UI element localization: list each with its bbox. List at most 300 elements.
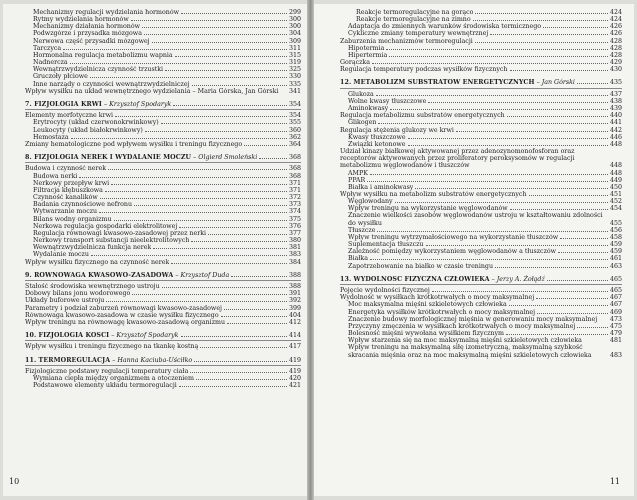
dot-leader: [191, 237, 287, 242]
toc-entry: [25, 38, 301, 45]
dot-leader: [231, 272, 287, 277]
page-ref: 448: [609, 169, 622, 177]
dot-leader: [91, 251, 287, 256]
dot-leader: [115, 112, 287, 117]
dot-leader: [224, 305, 287, 310]
toc-entry: [340, 134, 622, 141]
heading-rule: [25, 280, 301, 281]
dot-leader: [161, 119, 287, 124]
entry-title: Znaczenie budowy morfologicznej mięśnia w generowaniu mocy maksymalnej: [348, 315, 598, 323]
entry-title: Wymiana ciepła między organizmem a otoczeniem: [33, 375, 195, 383]
toc-entry: [25, 230, 301, 237]
dot-leader: [367, 177, 608, 182]
page-ref: 364: [288, 140, 301, 148]
entry-title: Aminokwasy: [348, 105, 389, 113]
entry-title: Zapotrzebowanie na białko w czasie treningu: [348, 262, 494, 270]
dash-separator: –: [111, 332, 115, 339]
dot-leader: [165, 66, 287, 71]
page-ref: 419: [288, 367, 301, 375]
toc-entry: [25, 244, 301, 251]
toc-entry: [340, 316, 622, 323]
entry-title: Adaptacja do zmiennych warunków środowiska termicznego: [348, 23, 542, 31]
dot-leader: [370, 170, 608, 175]
dot-leader: [100, 194, 287, 199]
entry-title: Hemostaza: [33, 133, 69, 141]
page-ref: 461: [609, 255, 622, 263]
dash-separator: –: [112, 356, 116, 364]
heading-rule: [340, 88, 622, 89]
heading-rule: [25, 340, 301, 341]
entry-title: Równowaga kwasowo-zasadowa w czasie wysiłku fizycznego: [25, 311, 219, 319]
entry-title: Wewnątrzwydzielnicza czynność trzustki: [33, 66, 164, 74]
page-ref: 362: [288, 133, 301, 141]
entry-title: Tarczyca: [33, 44, 62, 52]
dot-leader: [175, 52, 287, 57]
toc-entry: [25, 81, 301, 88]
page-ref: 440: [609, 112, 622, 120]
page-ref: 435: [609, 79, 622, 87]
toc-entry: [340, 248, 622, 255]
dot-leader: [181, 332, 287, 337]
toc-entry: [25, 88, 301, 95]
toc-entry: [340, 127, 622, 134]
entry-title: Wpływ wysiłku na metabolizm substratów energetycznych: [340, 191, 527, 198]
dot-leader: [395, 198, 608, 203]
toc-entry: [340, 98, 622, 105]
entry-title: Wpływ treningu na maksymalną siłę izometryczną, maksymalną szybkość skracania mięśnia oraz na moc maksymalną mięśni szkieletowych człowieka: [348, 344, 592, 359]
dot-leader: [506, 330, 608, 335]
dot-leader: [63, 45, 287, 50]
chapter-heading: [25, 357, 301, 364]
toc-entry: [340, 38, 622, 45]
dot-leader: [99, 208, 287, 213]
toc-entry: [25, 59, 301, 66]
page-ref: 368: [288, 154, 301, 162]
entry-title: Glukoza: [348, 90, 374, 98]
toc-entry: [340, 205, 622, 212]
entry-title: Białka: [348, 255, 369, 263]
page-ref: 438: [609, 97, 622, 105]
page-ref: 424: [609, 9, 622, 16]
entry-title: Nadnercza: [33, 59, 68, 67]
toc-entry: [25, 216, 301, 223]
entry-title: Nerkowy transport substancji nieelektrolitowych: [33, 237, 190, 245]
toc-entry: [25, 283, 301, 290]
toc-entry: [340, 66, 622, 73]
entry-title: Wydalanie moczu: [33, 251, 89, 259]
right-toc-column: [340, 9, 622, 359]
toc-entry: [25, 180, 301, 187]
dot-leader: [415, 184, 608, 189]
toc-entry: [25, 368, 301, 375]
page-ref: 448: [609, 162, 622, 170]
dot-leader: [171, 259, 287, 264]
entry-title: Układy buforowe ustroju: [25, 297, 105, 305]
toc-entry: [340, 330, 622, 337]
toc-entry: [340, 212, 622, 226]
chapter-author: Krzysztof Duda: [180, 271, 230, 279]
page-ref: 315: [288, 51, 301, 59]
page-ref: 456: [609, 226, 622, 234]
toc-entry: [340, 227, 622, 234]
entry-title: Erytrocyty (układ czerwonokrwinkowy): [33, 119, 159, 127]
dot-leader: [537, 309, 608, 314]
page-ref: 412: [288, 318, 301, 326]
toc-entry: [340, 9, 622, 16]
toc-entry: [25, 30, 301, 37]
page-ref: 455: [609, 219, 622, 227]
entry-title: Inne narządy o czynności wewnątrzwydzielniczej: [33, 80, 190, 88]
entry-title: Białka i aminokwasy: [348, 183, 414, 191]
dot-leader: [132, 290, 287, 295]
dot-leader: [432, 287, 608, 292]
dot-leader: [510, 205, 608, 210]
page-ref: 368: [288, 165, 301, 173]
dot-leader: [144, 30, 287, 35]
dot-leader: [473, 16, 608, 21]
dot-leader: [377, 227, 608, 232]
page-ref: 467: [609, 294, 622, 302]
dot-leader: [408, 141, 608, 146]
page-ref: 319: [288, 59, 301, 67]
page-ref: 377: [288, 229, 301, 237]
toc-entry: [25, 375, 301, 382]
dot-leader: [200, 343, 287, 348]
entry-title: Hipertermia: [348, 51, 388, 59]
page-ref: 428: [609, 44, 622, 52]
dot-leader: [79, 173, 287, 178]
chapter-heading: [25, 154, 301, 161]
entry-title: Wpływ wysiłku i treningu fizycznego na tkankę kostną: [25, 343, 199, 351]
dot-leader: [456, 127, 608, 132]
page-ref: 354: [288, 112, 301, 120]
entry-title: Nerkowy przepływ krwi: [33, 179, 110, 187]
page-ref: 330: [288, 73, 301, 81]
entry-title: Wpływ starzenia się na moc maksymalną mięśni szkieletowych człowieka: [348, 337, 582, 345]
dot-leader: [194, 357, 287, 362]
toc-entry: [25, 52, 301, 59]
page-ref: 380: [288, 237, 301, 245]
entry-title: Pojęcie wydolności fizycznej: [340, 287, 430, 295]
entry-title: Moc maksymalna mięśni szkieletowych człowieka: [348, 301, 507, 309]
dash-separator: –: [536, 79, 540, 87]
page-ref: 451: [609, 191, 622, 198]
entry-title: Reakcje termoregulacyjne na zimno: [356, 16, 471, 24]
dot-leader: [221, 312, 287, 317]
entry-title: Podstawowe elementy układu termoregulacji: [33, 382, 177, 390]
dot-leader: [529, 191, 608, 196]
toc-entry: [340, 30, 622, 37]
toc-entry: [340, 323, 622, 330]
toc-entry: [340, 198, 622, 205]
toc-entry: [340, 119, 622, 126]
page-ref: 421: [288, 382, 301, 390]
toc-entry: [25, 134, 301, 141]
entry-title: Reakcje termoregulacyjne na gorąco: [356, 9, 474, 16]
page-ref: 373: [288, 201, 301, 209]
dot-leader: [145, 127, 287, 132]
page-ref: 383: [288, 251, 301, 259]
chapter-title: 7. FIZJOLOGIA KRWI: [25, 100, 102, 108]
dot-leader: [426, 241, 608, 246]
page-ref: 392: [288, 297, 301, 305]
page-ref: 429: [609, 59, 622, 67]
dot-leader: [181, 9, 287, 14]
dot-leader: [475, 9, 608, 14]
entry-title: Nerkowa regulacja gospodarki elektrolitowej: [33, 222, 178, 230]
entry-title: Parametry i podział zaburzeń równowagi kwasowo-zasadowej: [25, 304, 223, 312]
toc-entry: [25, 259, 301, 266]
page-ref: 391: [288, 290, 301, 298]
page-ref: 467: [609, 301, 622, 309]
entry-title: PPAR: [348, 176, 366, 184]
dot-leader: [389, 52, 608, 57]
page-ref: 458: [609, 233, 622, 241]
toc-entry: [340, 91, 622, 98]
entry-title: Hipotermia: [348, 44, 385, 52]
page-ref: 372: [288, 194, 301, 202]
toc-entry: [340, 344, 622, 358]
toc-entry: [25, 73, 301, 80]
entry-title: Związki ketonowe: [348, 140, 406, 148]
dot-leader: [510, 66, 608, 71]
toc-entry: [340, 52, 622, 59]
toc-entry: [340, 184, 622, 191]
toc-entry: [340, 141, 622, 148]
toc-entry: [25, 173, 301, 180]
left-toc-column: [25, 9, 301, 389]
dot-leader: [173, 101, 287, 106]
page-ref: 473: [609, 315, 622, 323]
dot-leader: [547, 276, 608, 281]
book-gutter: [307, 0, 314, 500]
dot-leader: [372, 59, 608, 64]
page-ref: 481: [609, 337, 622, 345]
page-ref: 426: [609, 30, 622, 38]
entry-title: Udział kinazy białkowej aktywowanej przez adenozynomonofosforan oraz receptorów aktywowanych przez proliferatory peroksysomów w regulacji metabolizmu węglowodanów i tłuszczów: [340, 148, 575, 170]
page-ref: 335: [288, 80, 301, 88]
chapter-title: 9. RÓWNOWAGA KWASOWO-ZASADOWA: [25, 271, 174, 279]
toc-entry: [340, 255, 622, 262]
toc-entry: [340, 177, 622, 184]
entry-title: Wewnątrzwydzielnicza funkcja nerek: [33, 244, 152, 252]
page-ref: 325: [288, 66, 301, 74]
heading-rule: [340, 284, 622, 285]
page-ref: 459: [609, 248, 622, 256]
dot-leader: [105, 187, 287, 192]
dot-leader: [577, 79, 608, 84]
dot-leader: [259, 154, 287, 159]
page-ref: 299: [288, 9, 301, 16]
toc-entry: [25, 290, 301, 297]
page-ref: 374: [288, 208, 301, 216]
entry-title: Budowa i czynność nerek: [25, 165, 107, 173]
entry-title: Leukocyty (układ białokrwinkowy): [33, 126, 143, 134]
page-ref: 399: [288, 304, 301, 312]
page-ref: 300: [288, 16, 301, 24]
toc-entry: [25, 119, 301, 126]
page-ref: 414: [288, 332, 301, 339]
toc-entry: [25, 66, 301, 73]
dash-separator: –: [491, 275, 495, 283]
page-ref: 465: [609, 287, 622, 295]
toc-entry: [25, 112, 301, 119]
page-ref: 404: [288, 311, 301, 319]
dot-leader: [390, 105, 608, 110]
entry-title: Wpływ treningu na wykorzystanie węglowodanów: [348, 205, 508, 213]
page-ref: 430: [609, 66, 622, 74]
toc-entry: [340, 287, 622, 294]
right-page: [314, 4, 634, 496]
dot-leader: [577, 323, 608, 328]
dot-leader: [108, 165, 287, 170]
page-ref: 437: [609, 90, 622, 98]
toc-entry: [25, 23, 301, 30]
page-ref: 424: [609, 16, 622, 24]
entry-title: Gorączka: [340, 59, 370, 67]
dot-leader: [142, 23, 287, 28]
entry-title: Wydolność w wysiłkach krótkotrwałych o mocy maksymalnej: [340, 294, 535, 302]
page-ref: 426: [609, 23, 622, 31]
toc-entry: [340, 263, 622, 270]
toc-entry: [340, 148, 622, 169]
left-page: [3, 4, 307, 496]
entry-title: Energetyka wysiłków krótkotrwałych o mocy maksymalnej: [348, 308, 536, 316]
dot-leader: [179, 223, 287, 228]
toc-entry: [25, 165, 301, 172]
page-ref: 311: [288, 44, 301, 52]
dot-leader: [428, 98, 608, 103]
page-ref: 449: [609, 176, 622, 184]
page-number-left: 10: [9, 477, 20, 486]
page-ref: 368: [288, 172, 301, 180]
toc-entry: [340, 337, 622, 344]
dot-leader: [71, 134, 287, 139]
toc-entry: [25, 237, 301, 244]
dot-leader: [507, 112, 608, 117]
dot-leader: [153, 244, 287, 249]
dot-leader: [190, 368, 287, 373]
dot-leader: [244, 141, 287, 146]
page-ref: 341: [288, 87, 301, 95]
dot-leader: [370, 255, 608, 260]
toc-entry: [25, 297, 301, 304]
entry-title: Regulacja równowagi kwasowo-zasadowej przez nerki: [33, 229, 207, 237]
dot-leader: [131, 16, 287, 21]
entry-title: Tłuszcze: [348, 226, 376, 234]
page-ref: 439: [609, 105, 622, 113]
page-ref: 463: [609, 262, 622, 270]
entry-title: Zaburzenia mechanizmów termoregulacji: [340, 37, 473, 45]
entry-title: Węglowodany: [348, 198, 393, 206]
dot-leader: [560, 234, 608, 239]
page-ref: 417: [288, 343, 301, 351]
chapter-heading: [25, 101, 301, 108]
entry-title: Bilans wodny organizmu: [33, 215, 112, 223]
page-ref: 448: [609, 140, 622, 148]
dot-leader: [114, 216, 287, 221]
entry-title: Budowa nerki: [33, 172, 78, 180]
page-ref: 428: [609, 51, 622, 59]
chapter-title: 13. WYDOLNOŚĆ FIZYCZNA CZŁOWIEKA: [340, 275, 490, 283]
entry-title: Fizjologiczne podstawy regulacji temperatury ciała: [25, 367, 189, 375]
chapter-author: Olgierd Smoleński: [198, 154, 258, 162]
dash-separator: –: [193, 154, 197, 162]
chapter-heading: [340, 276, 622, 283]
page-ref: 419: [288, 356, 301, 364]
page-ref: 465: [609, 275, 622, 283]
toc-entry: [25, 305, 301, 312]
toc-entry: [25, 127, 301, 134]
dot-leader: [490, 30, 608, 35]
toc-entry: [25, 251, 301, 258]
page-ref: 475: [609, 322, 622, 330]
chapter-title: 12. METABOLIZM SUBSTRATÓW ENERGETYCZNYCH: [340, 79, 535, 87]
toc-entry: [25, 382, 301, 389]
chapter-title: 11. TERMOREGULACJA: [25, 356, 111, 364]
entry-title: Wpływ treningu wytrzymałościowego na wykorzystanie tłuszczów: [348, 233, 559, 241]
entry-title: Znaczenie wielkości zasobów węglowodanów ustroju w kształtowaniu zdolności do wysiłku: [348, 212, 603, 227]
toc-entry: [25, 45, 301, 52]
dash-separator: –: [103, 100, 108, 108]
entry-title: Suplementacja tłuszczu: [348, 241, 424, 249]
entry-title: Filtracja kłębuszkowa: [33, 186, 103, 194]
chapter-heading: [340, 79, 622, 86]
entry-title: Bolesność mięśni wywołana wysiłkiem fizycznym: [348, 330, 505, 338]
entry-title: Wytwarzanie moczu: [33, 208, 98, 216]
toc-entry: [340, 59, 622, 66]
entry-title: Podwzgórze i przysadka mózgowa: [33, 30, 142, 38]
page-ref: 354: [288, 100, 301, 108]
page-ref: 360: [288, 126, 301, 134]
dash-separator: –: [175, 271, 179, 279]
entry-title: Dobowy bilans jonu wodorowego: [25, 290, 131, 298]
entry-title: Glikogen: [348, 119, 377, 127]
page-ref: 376: [288, 222, 301, 230]
dot-leader: [192, 81, 287, 86]
entry-title: Badania czynnościowe nefronu: [33, 201, 133, 209]
page-number-right: 11: [609, 477, 620, 486]
dot-leader: [162, 283, 287, 288]
heading-rule: [25, 162, 301, 163]
chapter-title: 8. FIZJOLOGIA NEREK I WYDALANIE MOCZU: [25, 154, 192, 162]
entry-title: Stałość środowiska wewnętrznego ustroju: [25, 283, 160, 291]
toc-entry: [25, 141, 301, 148]
chapter-author: Jerzy A. Żołądź: [496, 275, 545, 283]
dot-leader: [378, 119, 607, 124]
entry-title: Regulacja metabolizmu substratów energetycznych: [340, 112, 505, 120]
entry-title: Regulacja temperatury podczas wysiłków fizycznych: [340, 66, 508, 74]
page-ref: 452: [609, 198, 622, 206]
toc-entry: [340, 16, 622, 23]
entry-title: Wpływ wysiłku fizycznego na czynność nerek: [25, 258, 170, 266]
dot-leader: [179, 382, 287, 387]
page-ref: 479: [609, 330, 622, 338]
dot-leader: [543, 23, 608, 28]
toc-entry: [340, 23, 622, 30]
toc-entry: [25, 16, 301, 23]
dot-leader: [152, 38, 287, 43]
dot-leader: [111, 180, 287, 185]
entry-title: Kwasy tłuszczowe: [348, 133, 406, 141]
toc-entry: [340, 234, 622, 241]
toc-entry: [25, 208, 301, 215]
page-ref: 420: [288, 375, 301, 383]
page-ref: 483: [609, 351, 622, 359]
entry-title: Mechanizmy działania hormonów: [33, 23, 141, 31]
toc-entry: [25, 343, 301, 350]
chapter-author: Jan Górski: [541, 79, 575, 87]
